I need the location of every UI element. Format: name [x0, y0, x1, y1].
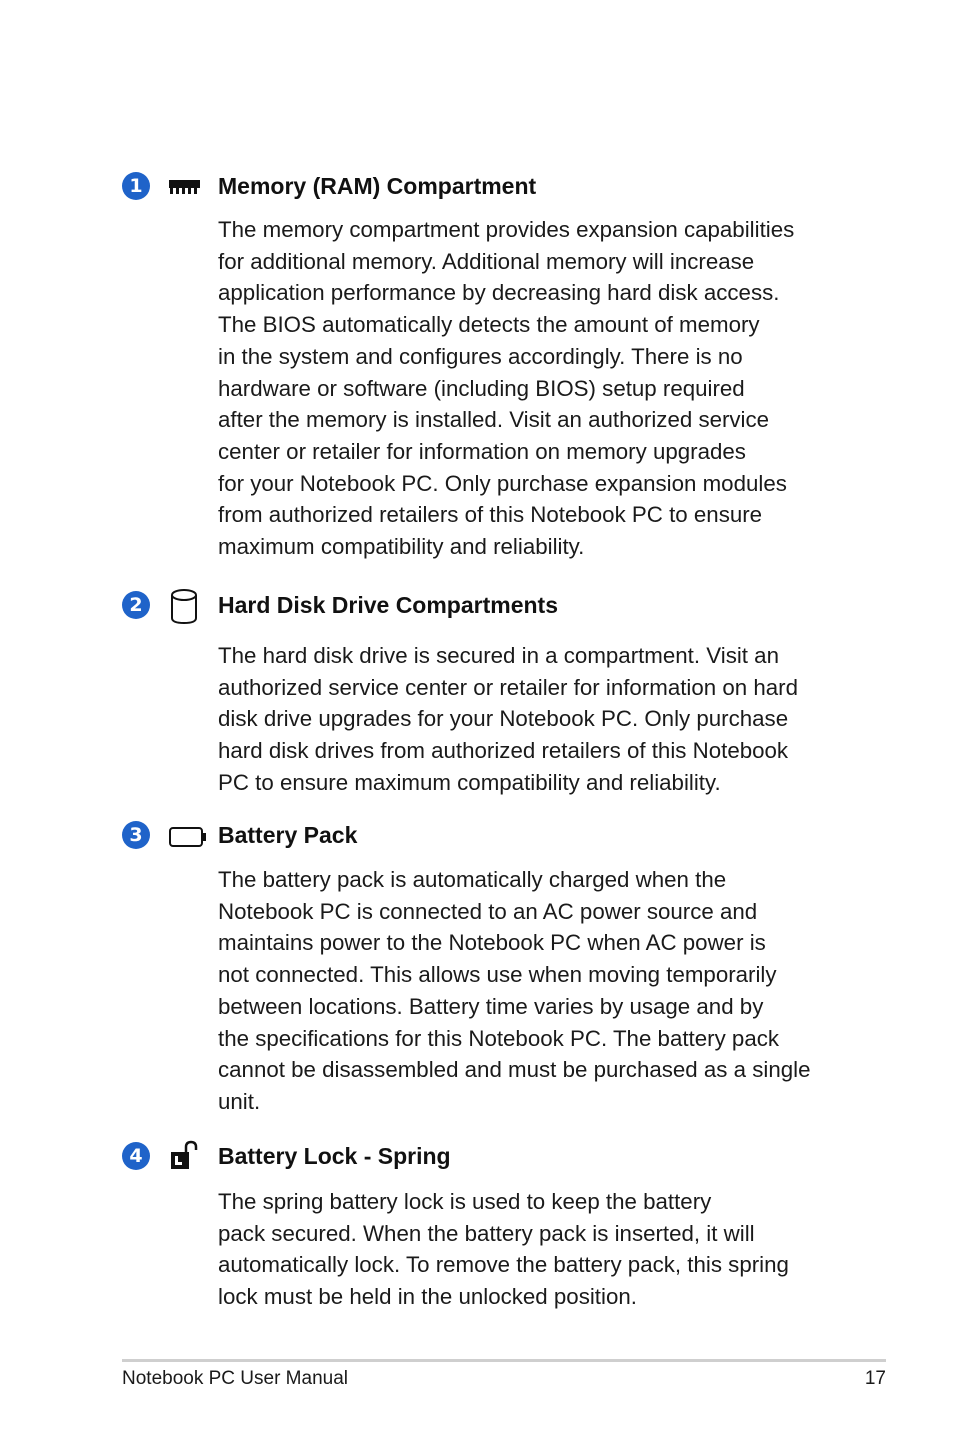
battery-icon — [168, 826, 208, 852]
item-number-2: 2 — [122, 591, 150, 619]
memory-icon — [168, 178, 202, 202]
section-body: The hard disk drive is secured in a compartment. Visit an authorized service center or retailer for information on hard disk drive upgrades for your Notebook PC. Only purchase hard disk drives from authorized retailers of this Notebook PC to ensure maximum compatibility and reliability. — [218, 643, 799, 795]
footer-divider — [122, 1359, 886, 1362]
page-number: 17 — [864, 1368, 886, 1389]
section-title: Hard Disk Drive Compartments — [218, 592, 558, 618]
section-body: The spring battery lock is used to keep the battery pack secured. When the battery pack is inserted, it will automatically lock. To remove the battery pack, this spring lock must be held in the unlocked position. — [218, 1189, 789, 1310]
hard-disk-icon — [168, 588, 200, 630]
section-title: Battery Pack — [218, 822, 358, 848]
item-number-3: 3 — [122, 821, 150, 849]
unlock-icon — [168, 1140, 202, 1176]
section-body: The battery pack is automatically charged when the Notebook PC is connected to an AC power source and maintains power to the Notebook PC when AC power is not connected. This allows use when moving temporarily between locations. Battery time varies by usage and by the specifications for this Notebook PC. The battery pack cannot be disassembled and must be purchased as a single unit. — [218, 867, 811, 1114]
section-body: The memory compartment provides expansion capabilities for additional memory. Additional memory will increase application performance by decreasing hard disk access. The BIOS automatically detects the amount of memory in the system and configures accordingly. There is no hardware or software (including BIOS) setup required after the memory is installed. Visit an authorized service center or retailer for information on memory upgrades for your Notebook PC. Only purchase expansion modules from authorized retailers of this Notebook PC to ensure maximum compatibility and reliability. — [218, 217, 795, 560]
item-number-4: 4 — [122, 1142, 150, 1170]
item-number-1: 1 — [122, 172, 150, 200]
footer-manual-title: Notebook PC User Manual — [122, 1368, 348, 1389]
section-title: Battery Lock - Spring — [218, 1143, 451, 1169]
section-title: Memory (RAM) Compartment — [218, 173, 537, 199]
